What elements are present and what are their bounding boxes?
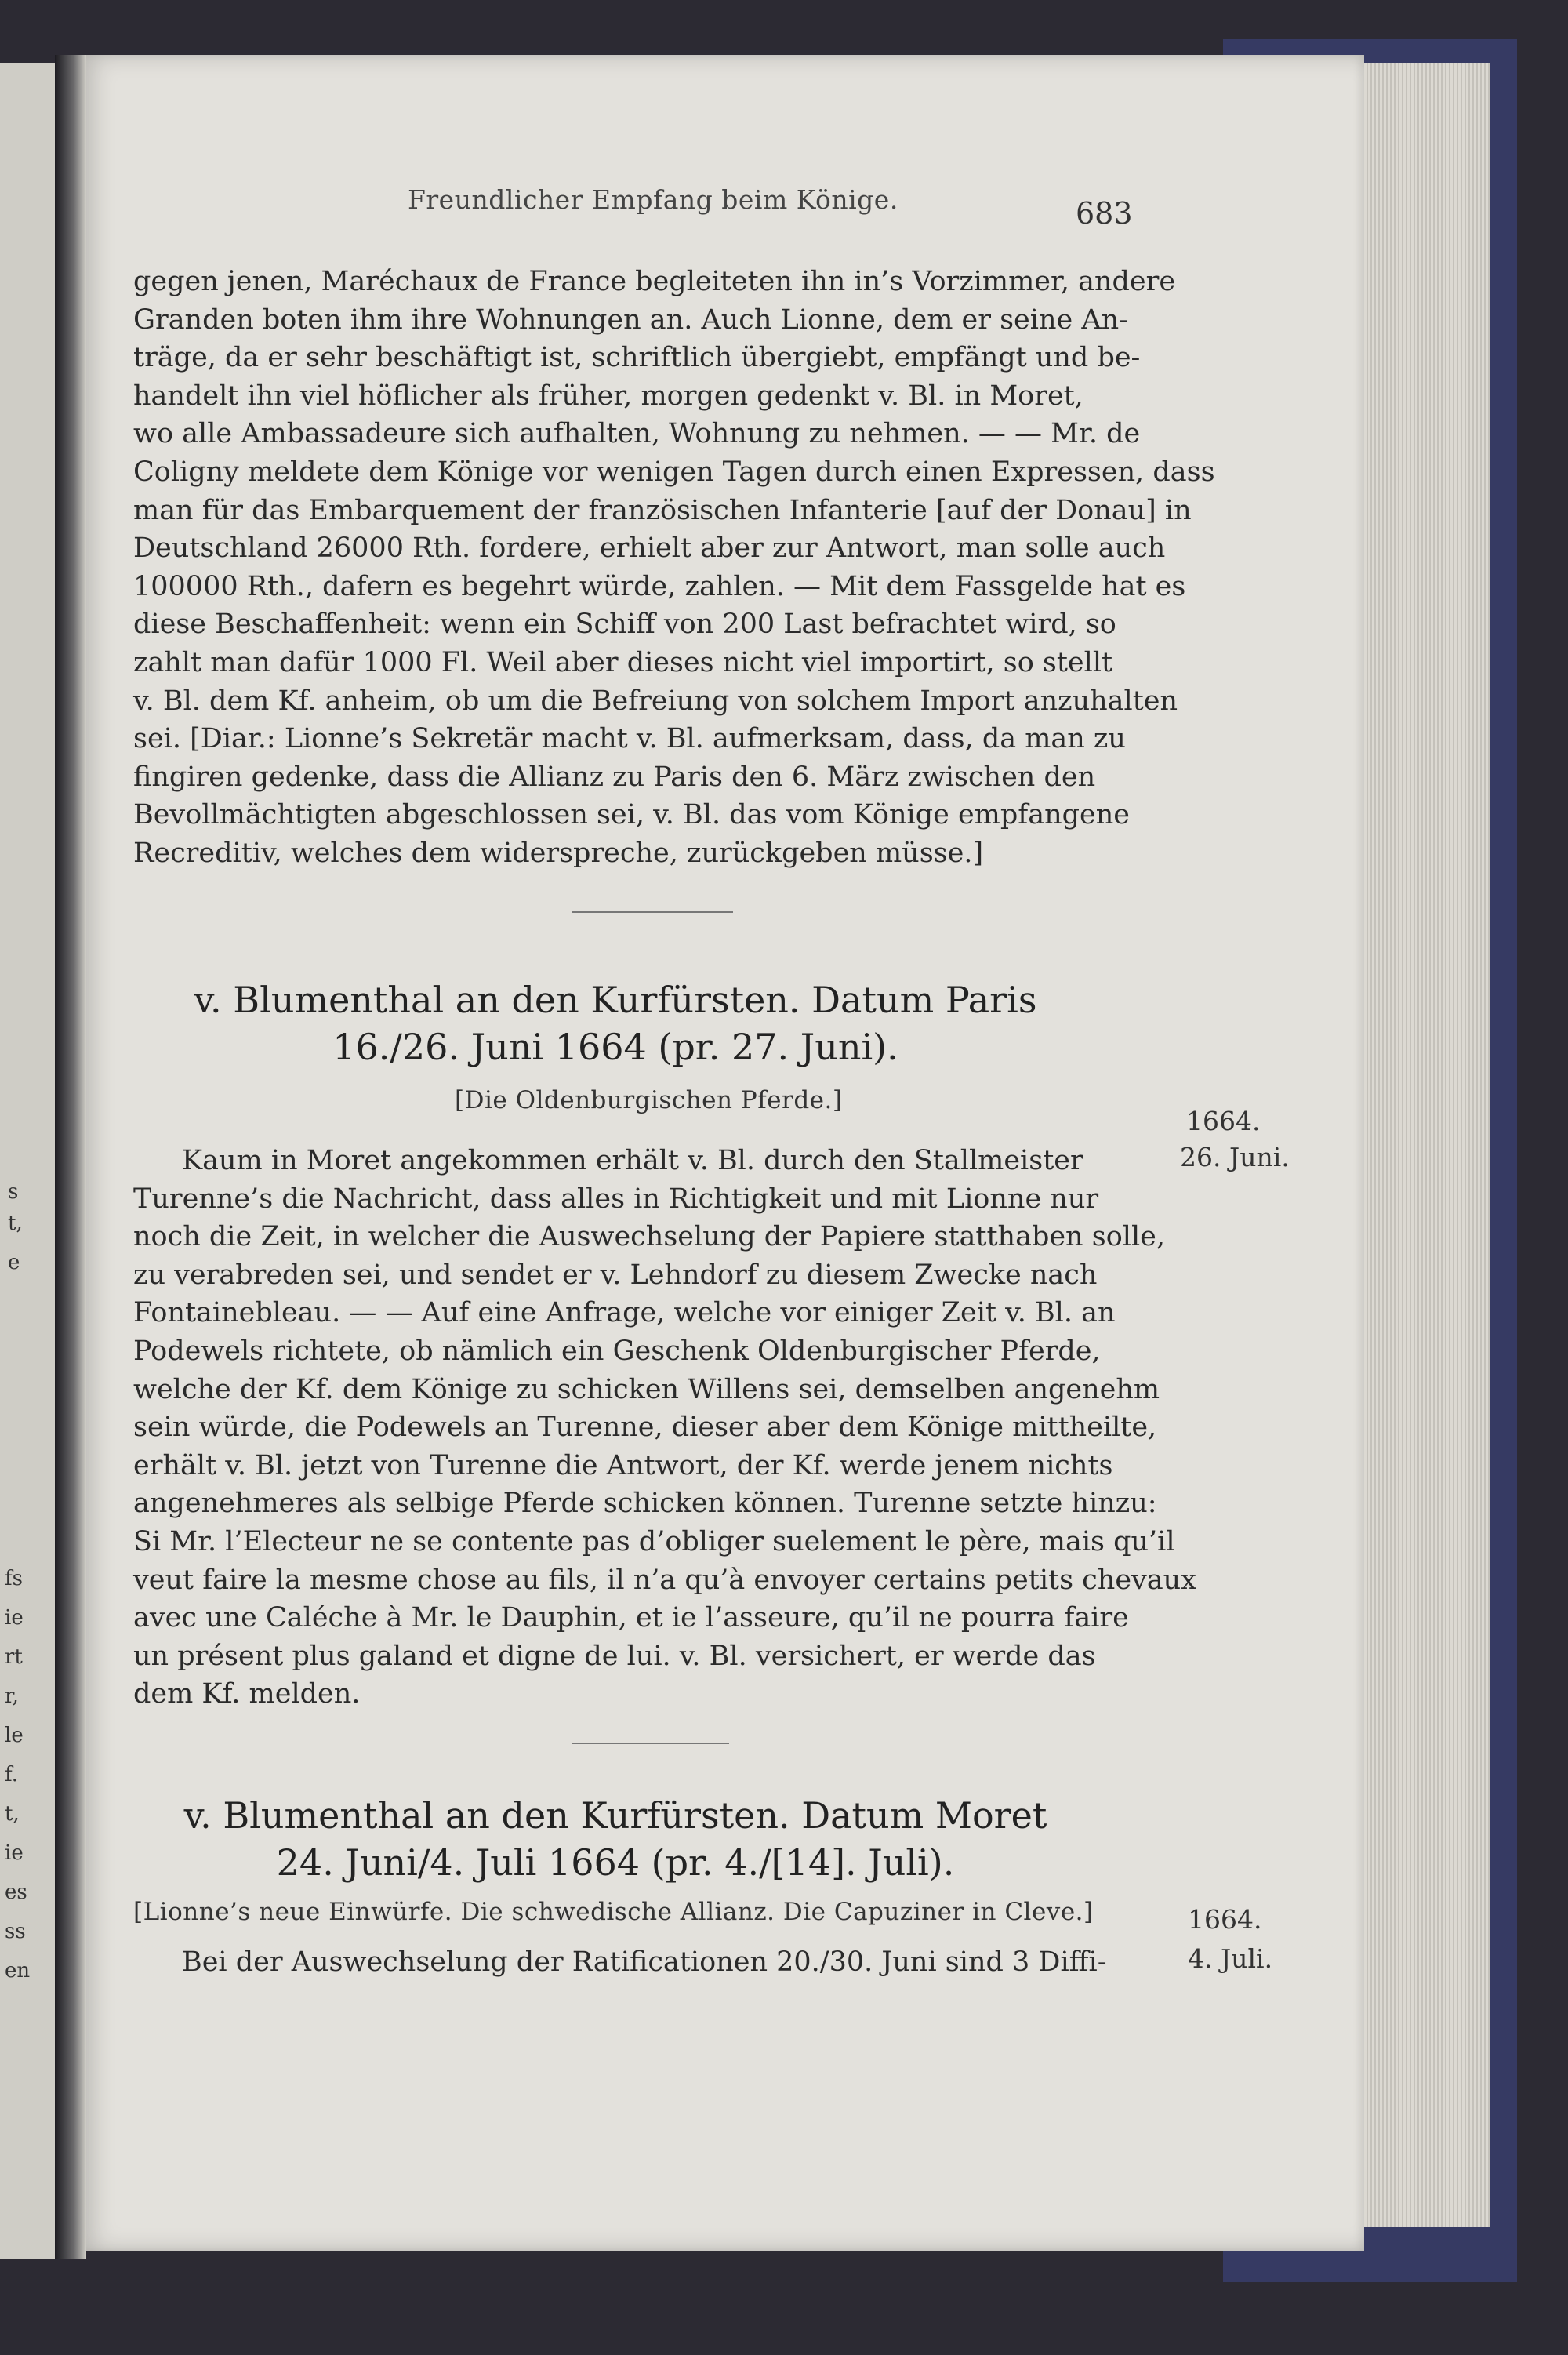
paragraph-continuation xyxy=(133,263,1215,873)
text-line: angenehmeres als selbige Pferde schicken können. Turenne setzte hinzu: xyxy=(133,1488,1157,1520)
text-line: träge, da er sehr beschäftigt ist, schriftlich übergiebt, empfängt und be- xyxy=(133,342,1141,374)
text-line: zu verabreden sei, und sendet er v. Lehndorf zu diesem Zwecke nach xyxy=(133,1259,1098,1291)
text-line: Deutschland 26000 Rth. fordere, erhielt aber zur Antwort, man solle auch xyxy=(133,532,1166,565)
text-line: handelt ihn viel höflicher als früher, morgen gedenkt v. Bl. in Moret, xyxy=(133,380,1083,412)
prev-page-char: ss xyxy=(5,1920,26,1943)
prev-page-char: e xyxy=(8,1251,20,1274)
text-line: welche der Kf. dem Könige zu schicken Willens sei, demselben angenehm xyxy=(133,1373,1160,1405)
page-edges xyxy=(1348,63,1490,2227)
text-line: 100000 Rth., dafern es begehrt würde, zahlen. — Mit dem Fassgelde hat es xyxy=(133,570,1186,602)
text-line: Bei der Auswechselung der Ratificationen 20./30. Juni sind 3 Diffi- xyxy=(182,1946,1107,1978)
text-line: Turenne’s die Nachricht, dass alles in Richtigkeit und mit Lionne nur xyxy=(133,1183,1099,1215)
prev-page-char: s xyxy=(8,1180,19,1204)
text-line: zahlt man dafür 1000 Fl. Weil aber dieses nicht viel importirt, so stellt xyxy=(133,646,1113,678)
letter-body xyxy=(133,1142,1196,1714)
text-line: diese Beschaffenheit: wenn ein Schiff von 200 Last befrachtet wird, so xyxy=(133,609,1116,641)
margin-year: 1664. xyxy=(1188,1904,1262,1935)
letter-summary: [Lionne’s neue Einwürfe. Die schwedische Allianz. Die Capuziner in Cleve.] xyxy=(133,1898,1094,1926)
text-line: erhält v. Bl. jetzt von Turenne die Antwort, der Kf. werde jenem nichts xyxy=(133,1449,1113,1481)
text-line: Fontainebleau. — — Auf eine Anfrage, welche vor einiger Zeit v. Bl. an xyxy=(133,1297,1116,1329)
prev-page-char: en xyxy=(5,1959,31,1982)
letter-title-line: v. Blumenthal an den Kurfürsten. Datum Moret xyxy=(183,1794,1047,1837)
section-divider xyxy=(572,911,733,913)
prev-page-char: rt xyxy=(5,1645,23,1669)
text-line: dem Kf. melden. xyxy=(133,1678,361,1710)
text-line: Kaum in Moret angekommen erhält v. Bl. durch den Stallmeister xyxy=(182,1145,1083,1176)
prev-page-char: fs xyxy=(5,1567,23,1590)
text-line: Coligny meldete dem Könige vor wenigen Tagen durch einen Expressen, dass xyxy=(133,456,1215,488)
margin-year: 1664. xyxy=(1186,1106,1261,1136)
margin-date: 4. Juli. xyxy=(1188,1943,1273,1974)
prev-page-char: f. xyxy=(5,1763,18,1786)
text-line: veut faire la mesme chose au fils, il n’a qu’à envoyer certains petits chevaux xyxy=(133,1564,1196,1596)
letter-title-line: 24. Juni/4. Juli 1664 (pr. 4./[14]. Juli). xyxy=(276,1841,955,1884)
text-line: noch die Zeit, in welcher die Auswechselung der Papiere statthaben solle, xyxy=(133,1221,1165,1253)
text-line: Si Mr. l’Electeur ne se contente pas d’obliger suelement le père, mais qu’il xyxy=(133,1525,1175,1557)
text-line: sein würde, die Podewels an Turenne, dieser aber dem Könige mittheilte, xyxy=(133,1412,1157,1444)
text-line: fingiren gedenke, dass die Allianz zu Paris den 6. März zwischen den xyxy=(133,761,1096,793)
text-line: gegen jenen, Maréchaux de France begleiteten ihn in’s Vorzimmer, andere xyxy=(133,266,1176,297)
prev-page-char: le xyxy=(5,1724,24,1747)
text-line: un présent plus galand et digne de lui. v. Bl. versichert, er werde das xyxy=(133,1640,1096,1672)
text-line: Bevollmächtigten abgeschlossen sei, v. Bl. das vom Könige empfangene xyxy=(133,799,1131,831)
letter-summary: [Die Oldenburgischen Pferde.] xyxy=(455,1086,843,1114)
prev-page-char: t, xyxy=(8,1212,23,1235)
page-number: 683 xyxy=(1076,196,1133,231)
prev-page-char: ie xyxy=(5,1606,24,1630)
running-header: Freundlicher Empfang beim Könige. xyxy=(408,184,898,215)
text-line: Recreditiv, welches dem widerspreche, zurückgeben müsse.] xyxy=(133,837,984,869)
text-line: wo alle Ambassadeure sich aufhalten, Wohnung zu nehmen. — — Mr. de xyxy=(133,418,1141,450)
letter-title xyxy=(157,1792,1074,1886)
text-line: Podewels richtete, ob nämlich ein Geschenk Oldenburgischer Pferde, xyxy=(133,1335,1101,1367)
section-divider xyxy=(572,1743,729,1744)
text-line: man für das Embarquement der französischen Infanterie [auf der Donau] in xyxy=(133,494,1192,526)
prev-page-char: es xyxy=(5,1881,27,1904)
text-line: sei. [Diar.: Lionne’s Sekretär macht v. Bl. aufmerksam, dass, da man zu xyxy=(133,723,1126,755)
book-gutter xyxy=(55,55,86,2259)
prev-page-char: ie xyxy=(5,1841,24,1865)
text-line: Granden boten ihm ihre Wohnungen an. Auch Lionne, dem er seine An- xyxy=(133,303,1128,336)
letter-title-line: 16./26. Juni 1664 (pr. 27. Juni). xyxy=(332,1026,898,1068)
prev-page-char: t, xyxy=(5,1802,20,1826)
text-line: avec une Caléche à Mr. le Dauphin, et ie l’asseure, qu’il ne pourra faire xyxy=(133,1602,1129,1634)
margin-date: 26. Juni. xyxy=(1180,1142,1290,1172)
letter-title xyxy=(157,976,1074,1070)
letter-title-line: v. Blumenthal an den Kurfürsten. Datum Paris xyxy=(194,979,1037,1021)
prev-page-char: r, xyxy=(5,1684,19,1708)
text-line: v. Bl. dem Kf. anheim, ob um die Befreiung von solchem Import anzuhalten xyxy=(133,685,1178,717)
letter-body xyxy=(133,1943,1107,1982)
